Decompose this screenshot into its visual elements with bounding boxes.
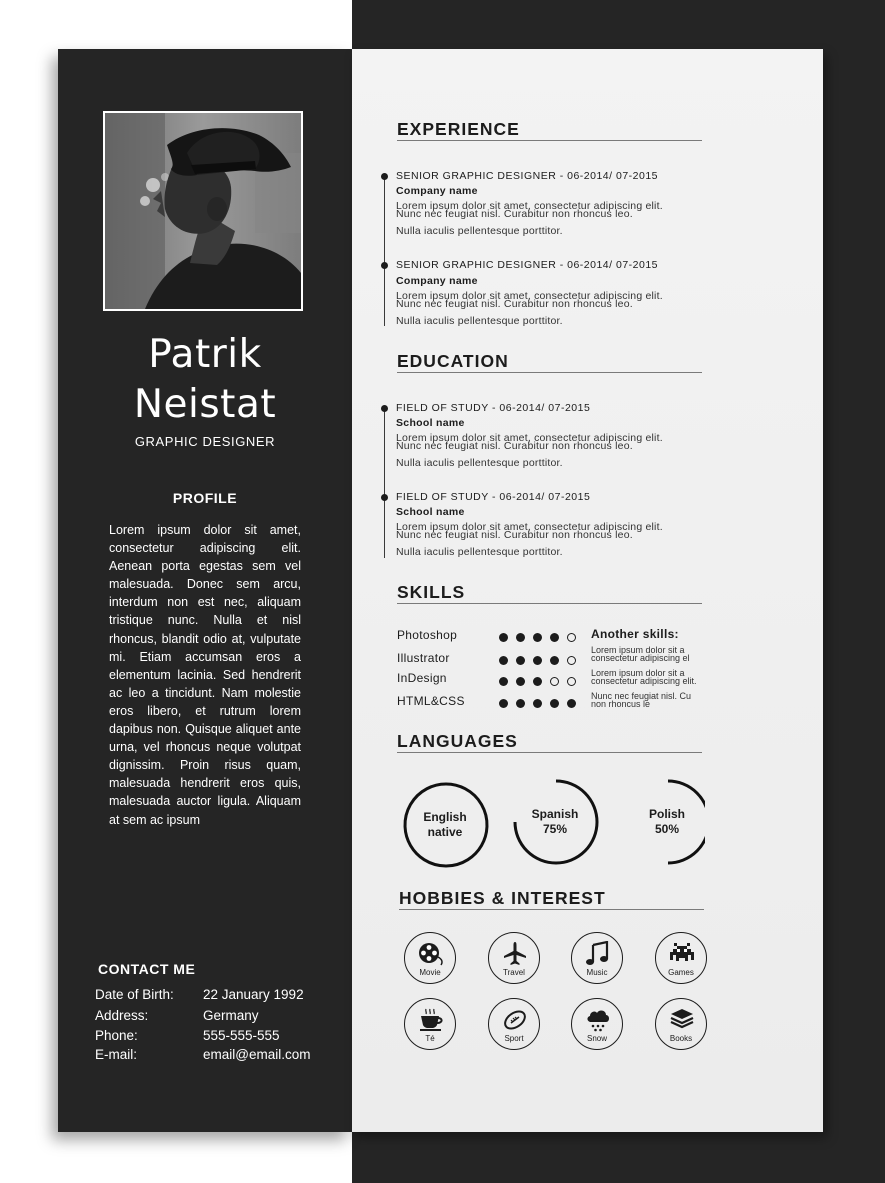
contact-row-email bbox=[95, 1047, 310, 1062]
rating-dot-filled bbox=[567, 699, 576, 708]
entry-title: SENIOR GRAPHIC DESIGNER - 06-2014/ 07-2015 bbox=[396, 259, 659, 271]
contact-label: E-mail: bbox=[95, 1047, 138, 1062]
snow-cloud-icon bbox=[584, 1007, 612, 1033]
hobby-label: Books bbox=[669, 1034, 693, 1043]
entry-note: Nulla iaculis pellentesque porttitor. bbox=[396, 315, 563, 327]
rating-dot-filled bbox=[499, 633, 508, 642]
skill-name: Photoshop bbox=[397, 628, 458, 642]
languages-heading: LANGUAGES bbox=[397, 731, 518, 751]
entry-description: Lorem ipsum dolor sit amet, consectetur adipiscing elit. Nunc nec feugiat nisl. Curabitur non rhoncus leo. bbox=[396, 290, 663, 310]
experience-timeline bbox=[384, 176, 385, 326]
entry-description: Lorem ipsum dolor sit amet, consectetur adipiscing elit. Nunc nec feugiat nisl. Curabitur non rhoncus leo. bbox=[396, 200, 663, 220]
hobby-label: Music bbox=[586, 968, 608, 977]
first-name: Patrik bbox=[148, 332, 262, 377]
rating-dot-filled bbox=[533, 677, 542, 686]
entry-title: FIELD OF STUDY - 06-2014/ 07-2015 bbox=[396, 402, 591, 414]
skill-name: Illustrator bbox=[397, 651, 450, 665]
skill-name: HTML&CSS bbox=[397, 694, 465, 708]
another-skill-note: Lorem ipsum dolor sit a consectetur adipiscing el bbox=[591, 645, 690, 663]
job-title: GRAPHIC DESIGNER bbox=[134, 434, 276, 449]
rating-dot-empty bbox=[567, 633, 576, 642]
entry-note: Nulla iaculis pellentesque porttitor. bbox=[396, 225, 563, 237]
timeline-dot bbox=[381, 262, 388, 269]
language-english bbox=[405, 810, 485, 840]
language-polish bbox=[627, 807, 707, 837]
hobby-movie bbox=[404, 932, 456, 984]
tea-cup-icon bbox=[417, 1007, 445, 1033]
film-reel-icon bbox=[417, 941, 445, 967]
divider bbox=[399, 909, 704, 910]
entry-description: Lorem ipsum dolor sit amet, consectetur adipiscing elit. Nunc nec feugiat nisl. Curabitur non rhoncus leo. bbox=[396, 521, 663, 541]
another-skill-note: Lorem ipsum dolor sit a consectetur adipiscing elit. bbox=[591, 668, 697, 686]
entry-note: Nulla iaculis pellentesque porttitor. bbox=[396, 457, 563, 469]
entry-organization: School name bbox=[396, 506, 465, 518]
timeline-dot bbox=[381, 405, 388, 412]
skill-rating bbox=[499, 629, 584, 641]
space-invader-icon bbox=[668, 941, 696, 967]
contact-row-phone bbox=[95, 1028, 280, 1043]
entry-organization: Company name bbox=[396, 275, 478, 287]
last-name: Neistat bbox=[133, 382, 277, 427]
another-skills-heading: Another skills: bbox=[591, 627, 679, 641]
entry-note: Nulla iaculis pellentesque porttitor. bbox=[396, 546, 563, 558]
rating-dot-filled bbox=[499, 656, 508, 665]
man-in-hat-photo-icon bbox=[105, 113, 301, 309]
skills-heading: SKILLS bbox=[397, 582, 466, 602]
rating-dot-filled bbox=[499, 699, 508, 708]
football-icon bbox=[501, 1007, 529, 1033]
rating-dot-filled bbox=[550, 656, 559, 665]
contact-value[interactable]: email@email.com bbox=[203, 1047, 311, 1062]
language-level: native bbox=[427, 825, 463, 839]
hobby-sport bbox=[488, 998, 540, 1050]
divider bbox=[397, 752, 702, 753]
hobby-label: Movie bbox=[419, 968, 441, 977]
contact-label: Address: bbox=[95, 1008, 149, 1023]
entry-organization: School name bbox=[396, 417, 465, 429]
book-stack-icon bbox=[668, 1007, 696, 1033]
language-level: 50% bbox=[654, 822, 680, 836]
rating-dot-filled bbox=[516, 656, 525, 665]
rating-dot-filled bbox=[516, 633, 525, 642]
profile-heading: PROFILE bbox=[172, 490, 238, 506]
profile-photo bbox=[103, 111, 303, 311]
rating-dot-filled bbox=[533, 699, 542, 708]
language-name: English bbox=[423, 810, 467, 824]
hobby-label: Té bbox=[425, 1034, 435, 1043]
skill-rating bbox=[499, 652, 584, 664]
airplane-icon bbox=[501, 941, 529, 967]
hobby-label: Snow bbox=[586, 1034, 607, 1043]
entry-organization: Company name bbox=[396, 185, 478, 197]
hobby-music bbox=[571, 932, 623, 984]
skill-rating bbox=[499, 673, 584, 685]
hobby-label: Games bbox=[668, 968, 694, 977]
skill-rating bbox=[499, 695, 584, 707]
language-name: Polish bbox=[648, 807, 685, 821]
hobby-tea bbox=[404, 998, 456, 1050]
contact-value: 555-555-555 bbox=[203, 1028, 280, 1043]
profile-text: Lorem ipsum dolor sit amet, consectetur adipiscing elit. Aenean porta egestas sem vel malesuada. Donec sem arcu, interdum non est nec, aliquam tristique nunc. Nulla et nisl rhoncus, blandit odio at, vulputate mi. Etiam accumsan eros a elementum lacinia. Sed hendrerit ac leo a tincidunt. Nam molestie eros libero, et rutrum lorem dapibus non. Quisque aliquet ante urna, vel rhoncus neque volutpat dignissim. Proin risus quam, malesuada hendrerit eros quis, malesuada auctor ligula. Aliquam at sem ac ipsum bbox=[109, 523, 301, 827]
music-note-icon bbox=[584, 941, 612, 967]
contact-label: Date of Birth: bbox=[95, 987, 174, 1002]
timeline-dot bbox=[381, 173, 388, 180]
rating-dot-filled bbox=[533, 633, 542, 642]
another-skill-note: Nunc nec feugiat nisl. Cu non rhoncus le bbox=[591, 691, 692, 709]
contact-value: Germany bbox=[203, 1008, 259, 1023]
divider bbox=[397, 140, 702, 141]
rating-dot-filled bbox=[499, 677, 508, 686]
hobbies-heading: HOBBIES & INTEREST bbox=[399, 888, 606, 908]
contact-value: 22 January 1992 bbox=[203, 987, 304, 1002]
rating-dot-filled bbox=[533, 656, 542, 665]
contact-row-birth bbox=[95, 987, 304, 1002]
language-level: 75% bbox=[542, 822, 568, 836]
rating-dot-empty bbox=[550, 677, 559, 686]
language-name: Spanish bbox=[531, 807, 579, 821]
rating-dot-filled bbox=[516, 677, 525, 686]
hobby-label: Travel bbox=[503, 968, 525, 977]
education-timeline bbox=[384, 408, 385, 558]
entry-title: SENIOR GRAPHIC DESIGNER - 06-2014/ 07-2015 bbox=[396, 170, 659, 182]
rating-dot-filled bbox=[550, 633, 559, 642]
timeline-dot bbox=[381, 494, 388, 501]
contact-heading: CONTACT ME bbox=[98, 961, 196, 977]
entry-title: FIELD OF STUDY - 06-2014/ 07-2015 bbox=[396, 491, 591, 503]
hobby-travel bbox=[488, 932, 540, 984]
divider bbox=[397, 372, 702, 373]
divider bbox=[397, 603, 702, 604]
hobby-snow bbox=[571, 998, 623, 1050]
contact-row-address bbox=[95, 1008, 259, 1023]
education-heading: EDUCATION bbox=[397, 351, 509, 371]
contact-label: Phone: bbox=[95, 1028, 138, 1043]
hobby-books bbox=[655, 998, 707, 1050]
rating-dot-empty bbox=[567, 656, 576, 665]
skill-name: InDesign bbox=[397, 671, 447, 685]
experience-heading: EXPERIENCE bbox=[397, 119, 520, 139]
rating-dot-empty bbox=[567, 677, 576, 686]
hobby-label: Sport bbox=[504, 1034, 524, 1043]
rating-dot-filled bbox=[550, 699, 559, 708]
language-spanish bbox=[515, 807, 595, 837]
entry-description: Lorem ipsum dolor sit amet, consectetur adipiscing elit. Nunc nec feugiat nisl. Curabitur non rhoncus leo. bbox=[396, 432, 663, 452]
hobby-games bbox=[655, 932, 707, 984]
rating-dot-filled bbox=[516, 699, 525, 708]
